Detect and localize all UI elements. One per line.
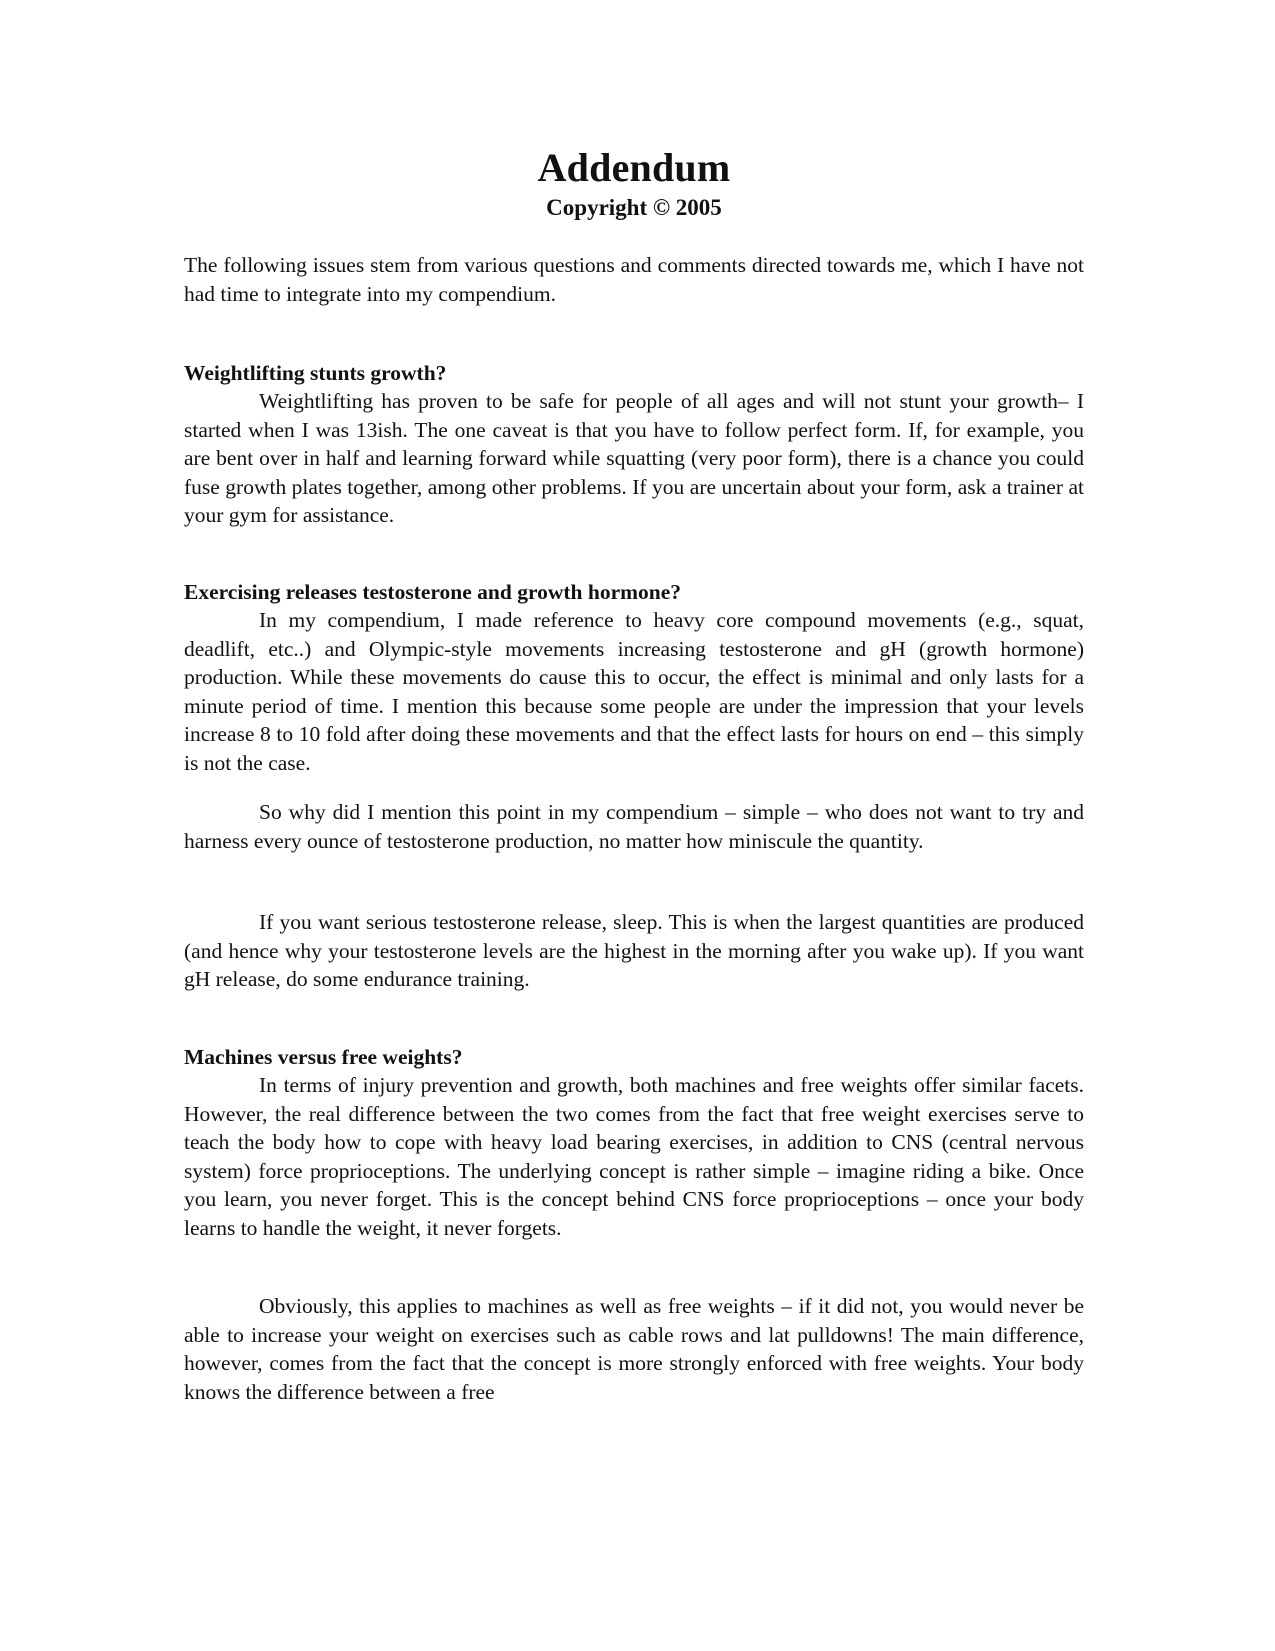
paragraph-machines-1: In terms of injury prevention and growth, both machines and free weights offer similar facets. However, the real difference between the two comes from the fact that free weight exercises serve to teach the body how to cope with heavy load bearing exercises, in addition to CNS (central nervous system) force proprioceptions. The underlying concept is rather simple – imagine riding a bike. Once you learn, you never forget. This is the concept behind CNS force proprioceptions – once your body learns to handle the weight, it never forgets. — [184, 1073, 1084, 1240]
section-heading-machines: Machines versus free weights? — [184, 1045, 463, 1069]
document-title: Addendum — [537, 145, 731, 190]
paragraph-testosterone-1: In my compendium, I made reference to heavy core compound movements (e.g., squat, deadlift, etc..) and Olympic-style movements increasing testosterone and gH (growth hormone) production. While these movements do cause this to occur, the effect is minimal and only lasts for a minute period of time. I mention this because some people are under the impression that your levels increase 8 to 10 fold after doing these movements and that the effect lasts for hours on end – this simply is not the case. — [184, 608, 1084, 775]
copyright-line: Copyright © 2005 — [546, 195, 722, 220]
section-heading-testosterone: Exercising releases testosterone and growth hormone? — [184, 580, 682, 604]
section-heading-weightlifting: Weightlifting stunts growth? — [184, 361, 447, 385]
paragraph-machines-2: Obviously, this applies to machines as well as free weights – if it did not, you would never be able to increase your weight on exercises such as cable rows and lat pulldowns! The main difference, however, comes from the fact that the concept is more strongly enforced with free weights. Your body knows the difference between a free — [184, 1294, 1084, 1404]
paragraph-weightlifting-1: Weightlifting has proven to be safe for people of all ages and will not stunt your growth– I started when I was 13ish. The one caveat is that you have to follow perfect form. If, for example, you are bent over in half and learning forward while squatting (very poor form), there is a chance you could fuse growth plates together, among other problems. If you are uncertain about your form, ask a trainer at your gym for assistance. — [184, 389, 1084, 527]
intro-paragraph: The following issues stem from various questions and comments directed towards me, which I have not had time to integrate into my compendium. — [184, 253, 1084, 306]
paragraph-testosterone-2: So why did I mention this point in my compendium – simple – who does not want to try and harness every ounce of testosterone production, no matter how miniscule the quantity. — [184, 800, 1084, 853]
paragraph-testosterone-3: If you want serious testosterone release, sleep. This is when the largest quantities are produced (and hence why your testosterone levels are the highest in the morning after you wake up). If you want gH release, do some endurance training. — [184, 910, 1084, 991]
